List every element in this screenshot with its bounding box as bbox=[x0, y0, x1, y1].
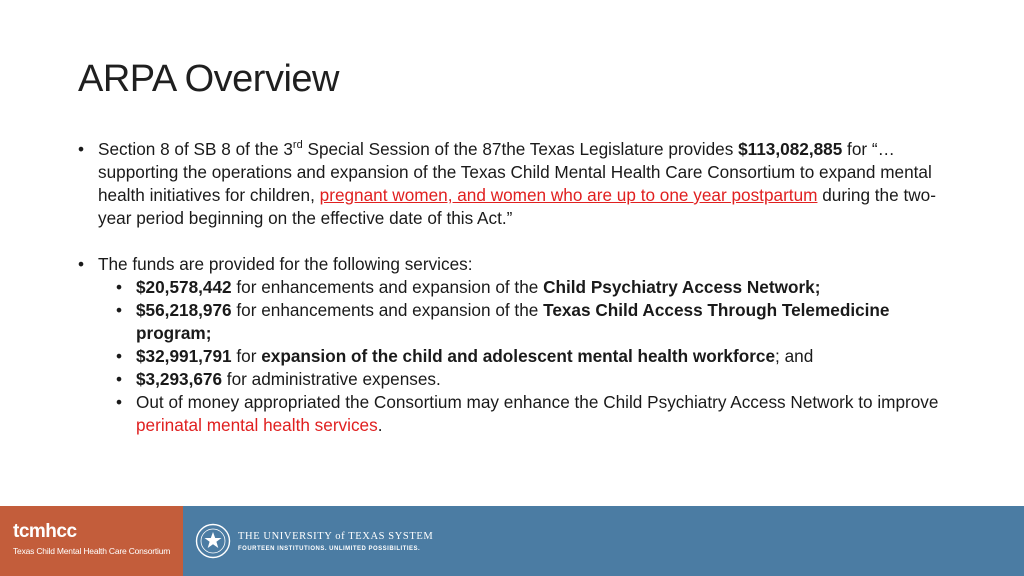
bold-text: Texas Child Access Through Telemedicine program; bbox=[136, 300, 890, 343]
text: ; and bbox=[775, 346, 814, 366]
total-amount: $113,082,885 bbox=[738, 139, 843, 159]
text: Section 8 of SB 8 of the 3 bbox=[98, 139, 293, 159]
paragraph-funds-intro: • The funds are provided for the following services: bbox=[78, 253, 958, 276]
list-item bbox=[116, 391, 958, 437]
ut-system-tagline: FOURTEEN INSTITUTIONS. UNLIMITED POSSIBILITIES. bbox=[238, 546, 421, 552]
list-item bbox=[116, 345, 958, 368]
text: during the two-year period beginning on the effective date of this Act.” bbox=[98, 185, 936, 228]
footer-bar bbox=[0, 506, 1024, 576]
list-item bbox=[116, 276, 958, 299]
services-list bbox=[78, 276, 958, 437]
text: for administrative expenses. bbox=[222, 369, 441, 389]
amount: $20,578,442 bbox=[136, 277, 232, 297]
footer-right-panel bbox=[183, 506, 1024, 576]
footer-left-panel bbox=[0, 506, 183, 576]
highlight-perinatal: perinatal mental health services bbox=[136, 415, 378, 435]
highlight-pregnant-women: pregnant women, and women who are up to one year postpartum bbox=[319, 185, 818, 205]
amount: $56,218,976 bbox=[136, 300, 232, 320]
ut-seal-icon bbox=[195, 523, 231, 559]
amount: $32,991,791 bbox=[136, 346, 232, 366]
amount: $3,293,676 bbox=[136, 369, 223, 389]
tcmhcc-logo-subtitle: Texas Child Mental Health Care Consortium bbox=[13, 546, 171, 556]
tcmhcc-logo: tcmhcc bbox=[13, 521, 77, 542]
text: for enhancements and expansion of the bbox=[231, 300, 544, 320]
text: for enhancements and expansion of the bbox=[231, 277, 544, 297]
text: Out of money appropriated the Consortium may enhance the Child Psychiatry Access Network to improve bbox=[136, 392, 939, 412]
bold-text: Child Psychiatry Access Network; bbox=[543, 277, 821, 297]
text: for “…supporting the operations and expansion of the Texas Child Mental Health Care Consortium to expand mental health initiatives for children, bbox=[98, 139, 932, 205]
paragraph-section-8 bbox=[78, 138, 958, 230]
superscript: rd bbox=[292, 139, 303, 151]
list-item bbox=[116, 299, 958, 345]
text: Special Session of the 87the Texas Legislature provides bbox=[302, 139, 739, 159]
ut-system-name: THE UNIVERSITY of TEXAS SYSTEM bbox=[238, 531, 434, 542]
list-item bbox=[116, 368, 958, 391]
slide-title: ARPA Overview bbox=[78, 58, 339, 100]
text: for bbox=[231, 346, 262, 366]
text: . bbox=[377, 415, 383, 435]
bold-text: expansion of the child and adolescent mental health workforce bbox=[261, 346, 776, 366]
slide-body bbox=[78, 138, 958, 437]
